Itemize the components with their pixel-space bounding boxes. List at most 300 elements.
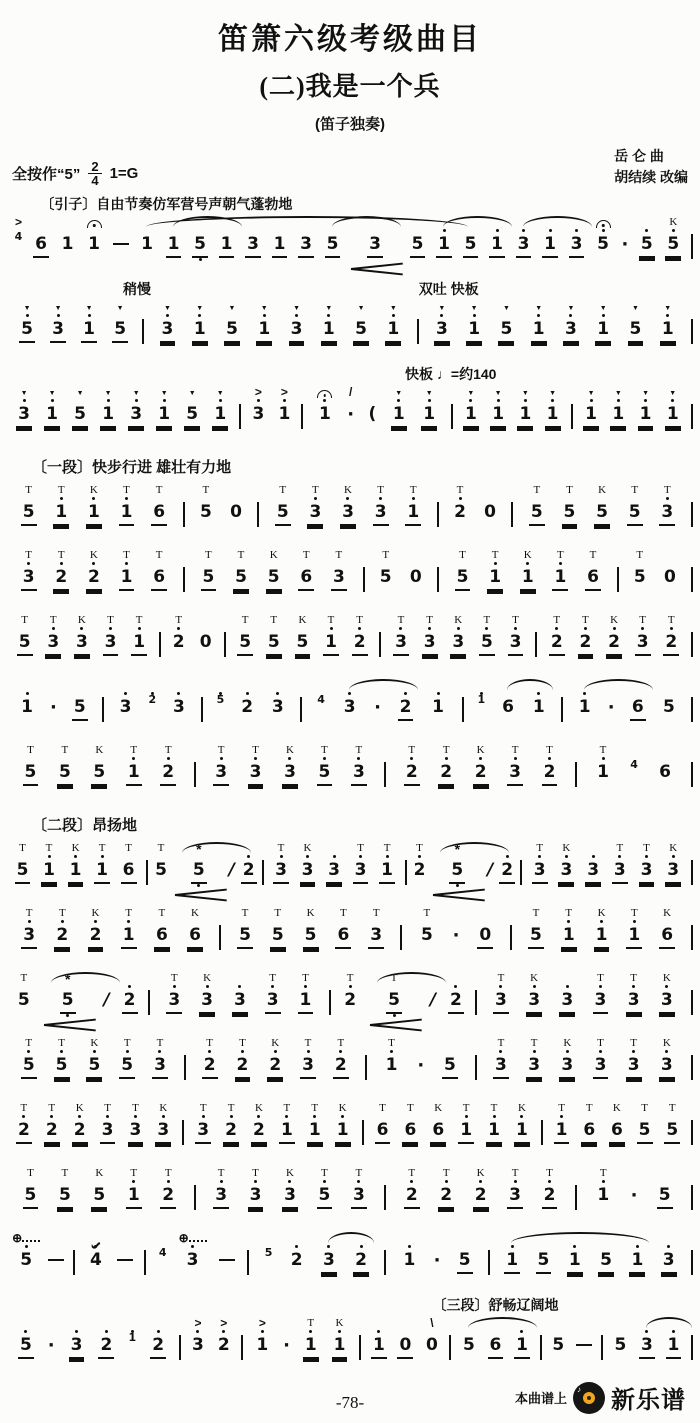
marks-above [349,1165,369,1179]
tonguing-letter: T [553,614,561,626]
dot [27,562,30,565]
note-cell [137,214,157,276]
staccato-tonguing-mark: ▼ [494,390,502,397]
measure [260,482,436,544]
dot [327,1245,330,1248]
marks-below [164,263,184,276]
note-cell [31,214,51,276]
dot [526,562,529,565]
barline [571,404,573,429]
tonguing-letter: T [558,1102,565,1114]
marks-below [273,531,293,544]
marks-below [52,1084,72,1097]
dot [198,314,201,317]
marks-below [31,263,51,276]
note-number: 3 [624,990,644,1013]
note-cell [305,1100,325,1162]
marks-above [620,214,631,228]
dot [132,757,135,760]
marks-below [305,1149,325,1162]
note-cell [574,1315,594,1377]
tonguing-letter: T [668,1102,676,1114]
tonguing-letter: T [388,1037,395,1049]
note-number: 3 [329,567,349,590]
marks-above [627,1230,647,1244]
note-cell [169,677,189,739]
note-number: 0 [425,1335,438,1355]
tonguing-letter: T [456,484,464,496]
marks-above [314,742,334,756]
note-cell [660,547,680,609]
note-cell [296,547,316,609]
note-number: · [283,1335,290,1356]
tonguing-letter: T [407,1102,414,1114]
note-number: / [487,860,494,880]
note-number: 2 [249,1120,269,1143]
marks-above [583,547,603,561]
note-cell [440,1035,460,1097]
note-number: 3 [126,404,146,427]
staccato-tonguing-mark: ▼ [669,390,677,397]
marks-below [400,1149,420,1162]
dot [537,692,540,695]
note-number: 2 [471,762,491,785]
measure [303,677,461,739]
note-number: 1 [278,404,291,424]
tonguing-letter: K [454,614,463,626]
note-cell [124,742,144,804]
measure [105,677,200,739]
line-labels [6,194,694,214]
note-cell [367,384,379,446]
note-cell [487,214,507,276]
tonguing-letter: K [335,1317,344,1329]
dot [672,229,675,232]
note-row [6,482,694,544]
note-number: 2 [172,632,185,652]
music-line [6,1165,694,1227]
marks-above [305,1100,325,1114]
marks-above [590,970,610,984]
note-number: 5 [20,1250,33,1270]
marks-above [461,384,481,398]
marks-above [471,742,491,756]
note-cell [86,905,106,967]
marks-above [152,905,172,919]
tonguing-letter: T [497,972,505,984]
note-cell [211,1165,231,1227]
marks-below [298,889,318,902]
note-cell [596,1230,616,1292]
marks-below [351,889,371,902]
dot [602,757,605,760]
marks-below [657,1019,677,1032]
note-cell [593,742,613,804]
note-number: 2 [86,925,106,948]
note-cell [14,970,34,1032]
marks-above [628,677,648,691]
marks-below [480,531,500,544]
barline [262,860,264,885]
author-block [614,146,688,188]
dot [163,399,166,402]
marks-below [456,1149,476,1162]
marks-below [497,889,517,902]
barline [417,319,419,344]
dot [230,1115,233,1118]
marks-below [230,1019,250,1032]
note-number: 1 [98,404,118,427]
dot [92,562,95,565]
marks-above [149,482,169,496]
tonguing-letter: T [98,842,106,854]
dot [514,627,517,630]
marks-below [505,661,525,674]
note-cell [280,742,300,804]
site-watermark[interactable] [515,1380,686,1415]
note-cell [158,1165,178,1227]
marks-above [581,384,601,398]
dot [48,855,51,858]
marks-above [86,905,106,919]
dot [51,399,54,402]
note-number: 2 [42,1120,62,1143]
marks-below [475,726,487,739]
note-number: 1 [190,319,210,342]
note-number: 5 [314,762,334,785]
note-cell [636,384,656,446]
barline [405,860,407,885]
barline [462,697,464,722]
note-number: 3 [420,632,440,655]
note-number: · [347,404,355,425]
staccato-tonguing-mark: ▼ [567,305,575,312]
marks-below [296,263,316,276]
marks-below [491,1084,511,1097]
marks-above [13,214,25,228]
tonguing-letter: T [58,907,66,919]
note-cell [607,1100,627,1162]
note-cell [323,214,343,276]
marks-above [629,1165,640,1179]
tonguing-letter: T [641,1102,648,1114]
note-cell [98,1100,118,1162]
marks-below [314,791,334,804]
marks-above [129,612,149,626]
tonguing-letter: T [61,744,69,756]
tonguing-letter: T [311,1102,319,1114]
marks-below [19,1084,39,1097]
marks-below [608,433,628,446]
score [6,194,694,1377]
note-number: 1 [515,404,535,427]
tonguing-letter: T [155,484,163,496]
marks-below [491,1019,511,1032]
tonguing-letter: K [95,1167,104,1179]
dot [126,1050,129,1053]
marks-below [14,1149,34,1162]
measure [365,1100,540,1162]
marks-below [485,596,505,609]
marks-below [149,596,169,609]
note-number: 2 [471,1185,491,1208]
note-cell [70,677,90,739]
note-cell [197,970,217,1032]
dot [220,757,223,760]
dot [573,1245,576,1248]
dot [613,627,616,630]
crescendo-hairpin [431,889,483,899]
marks-below [620,263,631,276]
marks-below [663,889,683,902]
measure [6,905,218,967]
dot [25,1245,28,1248]
note-cell [17,677,37,739]
note-number: 5 [13,860,33,883]
marks-above [432,299,452,313]
dot [271,985,274,988]
note-number: 2 [351,1250,371,1273]
note-number: 3 [561,319,581,342]
note-number: 1 [512,1120,532,1143]
dot [551,399,554,402]
note-number: 3 [557,1055,577,1078]
marks-above [505,742,525,756]
note-cell [101,612,121,674]
dot [645,229,648,232]
page-number: -78- [335,1393,365,1412]
note-cell [298,840,318,902]
note-number: 1 [141,234,153,254]
tonguing-letter: T [630,972,637,984]
marks-below [157,1279,169,1292]
dot [560,1115,563,1118]
note-number: 5 [19,1055,39,1078]
dot [644,399,647,402]
note-number: 5 [117,1055,137,1078]
marks-above [263,970,283,984]
note-cell [450,482,470,544]
barline [183,502,185,527]
marks-below [263,1019,283,1032]
staccato-tonguing-mark: ▼ [260,305,268,312]
music-line [6,364,694,446]
arranger-credit: 胡结续 改编 [614,169,688,185]
marks-below [321,661,341,674]
barline [384,1250,386,1275]
note-cell [657,970,677,1032]
marks-below [557,1084,577,1097]
note-number: 1 [124,762,144,785]
marks-below [657,531,677,544]
note-number: 5 [496,319,516,342]
marks-above [548,1315,568,1329]
tonguing-letter: K [269,549,278,561]
barline [179,1335,181,1360]
marks-below [232,1084,252,1097]
marks-above [287,1230,307,1244]
dot [57,314,60,317]
marks-below [211,791,231,804]
measure [403,905,509,967]
dot [307,1050,310,1053]
note-cell [196,612,216,674]
marks-below [46,1279,66,1292]
flutter-tongue-mark: * [64,971,71,987]
marks-below [455,1279,475,1292]
note-number: 1 [636,404,656,427]
note-number: 3 [157,319,177,342]
marks-above [367,384,379,398]
marks-above [120,970,140,984]
fingering-note: 全按作“5” [12,166,81,184]
marks-above [126,1315,138,1329]
marks-below [372,726,383,739]
marks-above [158,742,178,756]
measure [420,299,690,361]
note-number: 2 [396,697,416,720]
dot [469,399,472,402]
tempo-expression-label: 快板 ♩=约140 [405,366,497,382]
note-cell [111,214,131,276]
marks-below [417,954,437,967]
marks-above [529,299,549,313]
marks-above [193,1100,213,1114]
measure [227,612,379,674]
barline [384,762,386,787]
marks-below [14,1019,34,1032]
marks-below [222,348,242,361]
marks-above [331,1035,351,1049]
note-cell [14,384,34,446]
note-number: 2 [344,990,357,1010]
marks-above [630,547,650,561]
marks-above [440,1035,460,1049]
marks-below [235,954,255,967]
note-number: 4 [158,1246,167,1259]
marks-below [217,1279,237,1292]
measure [149,840,260,902]
note-cell [72,612,92,674]
note-number: 6 [296,567,316,590]
dot [602,1180,605,1183]
marks-below [475,954,495,967]
note-cell [657,905,677,967]
marks-above [150,1035,170,1049]
note-row [6,677,694,739]
staccato-tonguing-mark: ▼ [76,390,84,397]
dot [359,855,362,858]
note-number: 5 [17,990,30,1010]
note-number: 0 [663,567,676,587]
marks-below [409,889,429,902]
marks-above [530,840,550,854]
dot [128,985,131,988]
marks-below [376,596,396,609]
marks-above [296,547,316,561]
note-number: 1 [532,697,545,717]
dot [92,497,95,500]
dot [445,757,448,760]
marks-above [567,214,587,228]
note-number: ( [368,404,377,424]
marks-below [66,889,86,902]
marks-below [515,433,535,446]
note-number: 5 [55,762,75,785]
measure [368,1035,474,1097]
note-cell [340,970,360,1032]
marks-below [301,954,321,967]
marks-below [193,1149,213,1162]
marks-below [249,1149,269,1162]
marks-below [518,596,538,609]
note-cell [497,840,517,902]
note-cell [58,214,78,276]
marks-above [372,1100,392,1114]
dot [672,855,675,858]
tonguing-letter: T [311,484,319,496]
dot [323,399,326,402]
dot [125,497,128,500]
note-cell [514,214,534,276]
note-number: 3 [514,234,534,257]
dot [548,757,551,760]
marks-above [243,214,263,228]
barline [224,632,226,657]
dot [196,1330,199,1333]
tonguing-letter: T [497,1037,505,1049]
barline [691,697,693,722]
marks-above [593,742,613,756]
marks-above [280,742,300,756]
marks-below [471,1214,491,1227]
note-cell [235,905,255,967]
measure [514,482,690,544]
note-number: 5 [235,632,255,655]
marks-above [456,1100,476,1114]
note-number: · [50,697,57,718]
marks-below [17,348,37,361]
note-cell [403,482,423,544]
barline [510,925,512,950]
marks-below [658,348,678,361]
marks-above [455,1230,475,1244]
note-number: 0 [199,632,212,652]
dot [538,855,541,858]
tonguing-letter: T [123,549,130,561]
note-cell [518,547,538,609]
note-cell [319,299,339,361]
note-number: 3 [98,1120,118,1143]
tonguing-letter: K [517,1102,526,1114]
note-cell [214,677,226,739]
brand-name: 新乐谱 [611,1387,686,1414]
barline [359,1335,361,1360]
note-cell [151,840,171,902]
marks-below [217,263,237,276]
marks-above [420,612,440,626]
measure [6,384,238,446]
note-cell [502,1230,522,1292]
measure [6,1165,193,1227]
note-number: · [47,1335,55,1356]
note-number: 5 [533,1250,553,1273]
note-number: 1 [461,404,481,427]
note-cell [630,547,650,609]
marks-above [51,482,71,496]
note-number: 3 [230,990,250,1013]
staccato-tonguing-mark: ▼ [20,390,28,397]
